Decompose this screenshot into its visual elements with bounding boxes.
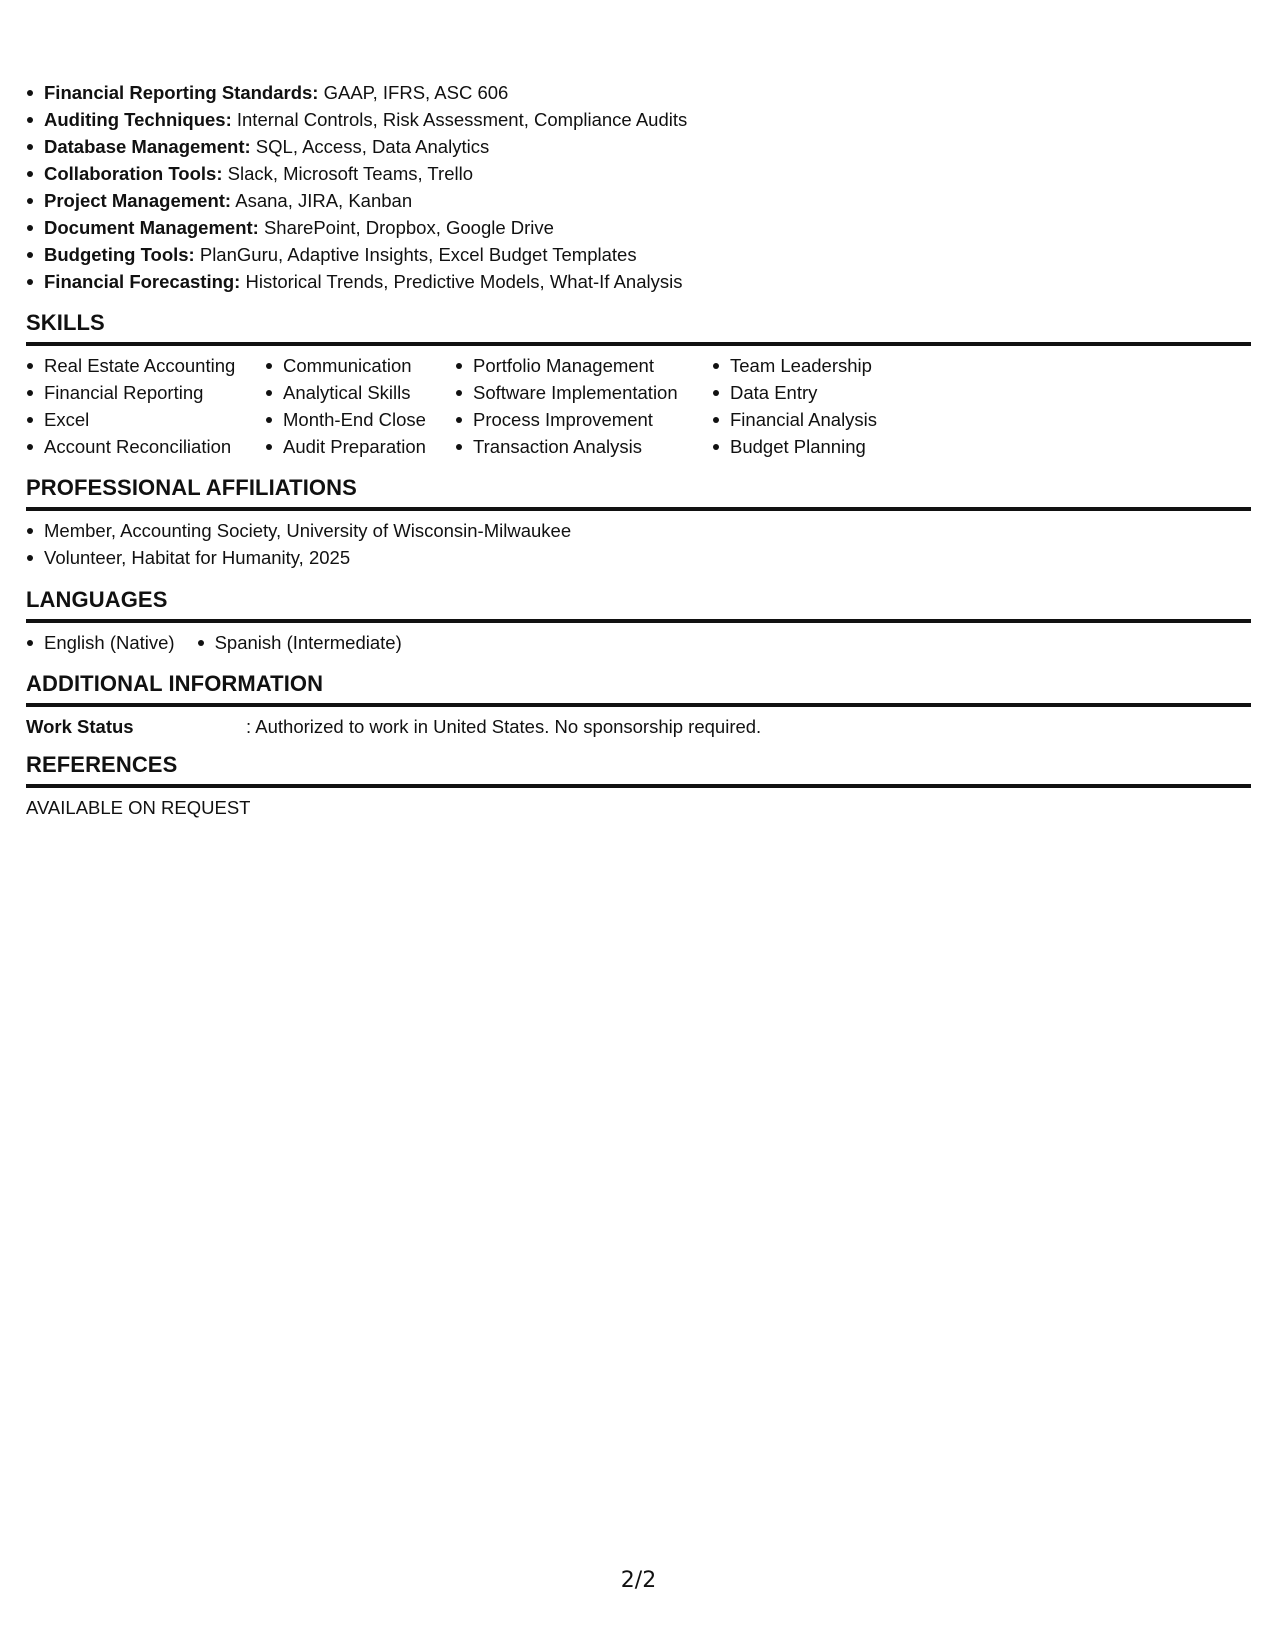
references-heading: REFERENCES <box>26 752 1251 788</box>
languages-row <box>26 629 424 656</box>
skill-item: Excel <box>26 406 243 433</box>
work-status-value: : Authorized to work in United States. No sponsorship required. <box>246 716 762 737</box>
list-item <box>26 106 687 133</box>
tools-list <box>26 79 687 295</box>
tool-values: SharePoint, Dropbox, Google Drive <box>263 217 554 238</box>
skills-column <box>712 352 892 460</box>
list-item <box>26 133 687 160</box>
list-item <box>26 160 687 187</box>
skill-item: Transaction Analysis <box>455 433 690 460</box>
tool-category: Auditing Techniques: <box>44 109 232 130</box>
skill-item: Analytical Skills <box>265 379 433 406</box>
tool-category: Financial Forecasting: <box>44 271 241 292</box>
skill-item: Portfolio Management <box>455 352 690 379</box>
work-status-label: Work Status <box>26 716 134 737</box>
languages-list <box>26 629 424 656</box>
additional-info-heading: ADDITIONAL INFORMATION <box>26 671 1251 707</box>
language-item: English (Native) <box>26 629 175 656</box>
skill-item: Data Entry <box>712 379 892 406</box>
tool-category: Database Management: <box>44 136 251 157</box>
languages-heading: LANGUAGES <box>26 587 1251 623</box>
tool-values: PlanGuru, Adaptive Insights, Excel Budget Templates <box>199 244 637 265</box>
tool-values: Asana, JIRA, Kanban <box>235 190 413 211</box>
skills-grid <box>26 352 914 460</box>
work-status-row <box>26 713 761 740</box>
language-item: Spanish (Intermediate) <box>197 629 402 656</box>
list-item <box>26 241 687 268</box>
tool-category: Financial Reporting Standards: <box>44 82 319 103</box>
skill-item: Communication <box>265 352 433 379</box>
skill-item: Team Leadership <box>712 352 892 379</box>
affiliations-list <box>26 517 571 571</box>
references-text: AVAILABLE ON REQUEST <box>26 797 251 818</box>
skills-heading: SKILLS <box>26 310 1251 346</box>
skill-item: Real Estate Accounting <box>26 352 243 379</box>
skill-item: Software Implementation <box>455 379 690 406</box>
tool-values: Internal Controls, Risk Assessment, Compliance Audits <box>236 109 688 130</box>
tool-values: Historical Trends, Predictive Models, What-If Analysis <box>245 271 683 292</box>
tool-values: Slack, Microsoft Teams, Trello <box>227 163 473 184</box>
tool-category: Budgeting Tools: <box>44 244 195 265</box>
tool-category: Document Management: <box>44 217 259 238</box>
tool-category: Collaboration Tools: <box>44 163 223 184</box>
skill-item: Financial Reporting <box>26 379 243 406</box>
page-number: 2/2 <box>620 1568 657 1593</box>
skills-column <box>455 352 690 460</box>
skill-item: Audit Preparation <box>265 433 433 460</box>
list-item: Volunteer, Habitat for Humanity, 2025 <box>26 544 571 571</box>
affiliations-heading: PROFESSIONAL AFFILIATIONS <box>26 475 1251 511</box>
tool-values: GAAP, IFRS, ASC 606 <box>323 82 509 103</box>
skill-item: Month-End Close <box>265 406 433 433</box>
skill-item: Account Reconciliation <box>26 433 243 460</box>
tool-category: Project Management: <box>44 190 232 211</box>
skills-column <box>26 352 243 460</box>
list-item <box>26 187 687 214</box>
list-item <box>26 214 687 241</box>
list-item <box>26 268 687 295</box>
skill-item: Financial Analysis <box>712 406 892 433</box>
tool-values: SQL, Access, Data Analytics <box>255 136 490 157</box>
resume-page <box>26 0 1251 1650</box>
skills-column <box>265 352 433 460</box>
skill-item: Process Improvement <box>455 406 690 433</box>
skill-item: Budget Planning <box>712 433 892 460</box>
list-item: Member, Accounting Society, University of Wisconsin-Milwaukee <box>26 517 571 544</box>
list-item <box>26 79 687 106</box>
